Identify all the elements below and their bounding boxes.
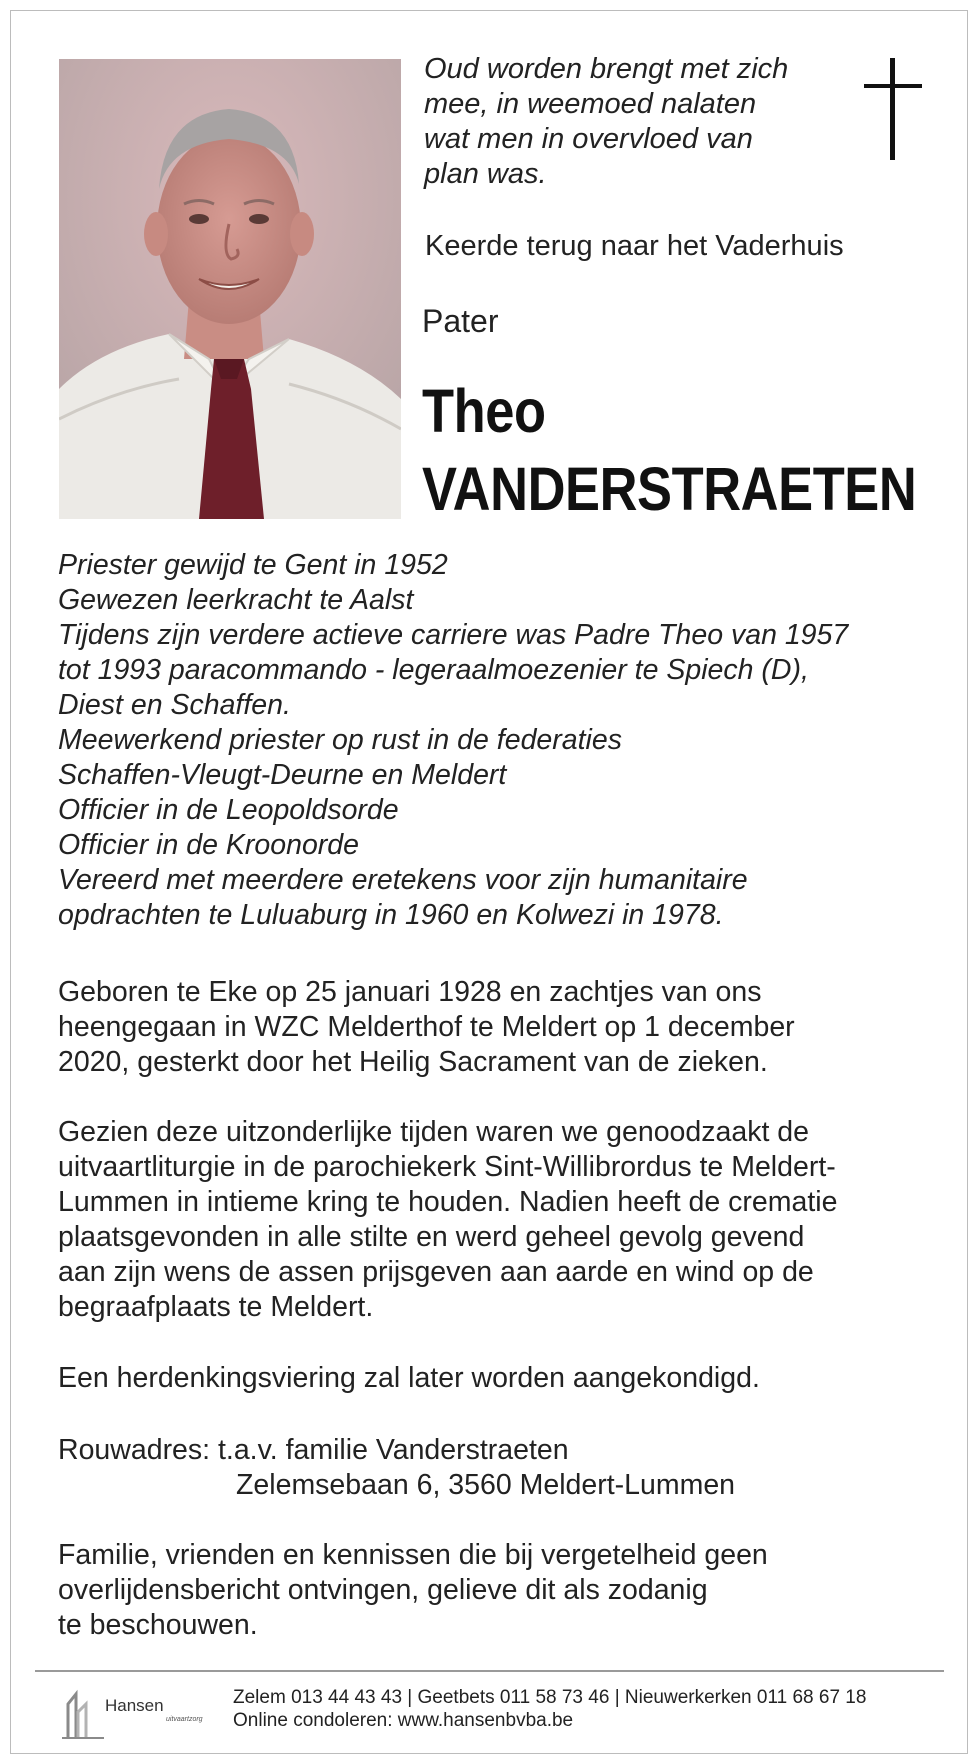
funeral-line: Lummen in intieme kring te houden. Nadien heeft de crematie	[58, 1186, 838, 1218]
career-line: Officier in de Leopoldsorde	[58, 794, 399, 826]
hansen-logo	[60, 1682, 203, 1740]
career-line: Tijdens zijn verdere actieve carriere was Padre Theo van 1957	[58, 619, 849, 651]
title-pater: Pater	[422, 303, 499, 339]
funeral-paragraph	[58, 1115, 938, 1325]
first-name: Theo	[422, 377, 546, 445]
career-line: Schaffen-Vleugt-Deurne en Meldert	[58, 759, 507, 791]
career-line: Officier in de Kroonorde	[58, 829, 359, 861]
poem-line: wat men in overvloed van	[424, 123, 753, 155]
career-line: Priester gewijd te Gent in 1952	[58, 549, 448, 581]
family-paragraph	[58, 1538, 938, 1643]
funeral-line: uitvaartliturgie in de parochiekerk Sint-Willibrordus te Meldert-	[58, 1151, 836, 1183]
logo-name: Hansen	[105, 1696, 164, 1715]
footer-contact	[233, 1686, 866, 1732]
poem-line: Oud worden brengt met zich	[424, 53, 789, 85]
poem-line: mee, in weemoed nalaten	[424, 88, 757, 120]
career-line: Vereerd met meerdere eretekens voor zijn humanitaire	[58, 864, 748, 896]
portrait-illustration	[59, 59, 401, 519]
poem	[424, 52, 844, 192]
poem-line: plan was.	[424, 158, 547, 190]
footer-phones: Zelem 013 44 43 43 | Geetbets 011 58 73 46 | Nieuwerkerken 011 68 67 18	[233, 1687, 867, 1708]
mourning-address	[58, 1433, 938, 1503]
career-section	[58, 548, 938, 933]
funeral-line: plaatsgevonden in alle stilte en werd geheel gevolg gevend	[58, 1221, 805, 1253]
address-line-1: Rouwadres: t.a.v. familie Vanderstraeten	[58, 1434, 569, 1466]
career-line: Diest en Schaffen.	[58, 689, 291, 721]
career-line: opdrachten te Luluaburg in 1960 en Kolwezi in 1978.	[58, 899, 724, 931]
career-line: Meewerkend priester op rust in de federaties	[58, 724, 622, 756]
funeral-line: begraafplaats te Meldert.	[58, 1291, 374, 1323]
cross-icon	[864, 58, 922, 160]
funeral-line: Gezien deze uitzonderlijke tijden waren we genoodzaakt de	[58, 1116, 809, 1148]
born-line: heengegaan in WZC Melderthof te Meldert op 1 december	[58, 1011, 795, 1043]
hansen-logo-icon	[60, 1682, 104, 1740]
born-line: 2020, gesterkt door het Heilig Sacrament van de zieken.	[58, 1046, 768, 1078]
last-name: VANDERSTRAETEN	[422, 455, 917, 523]
born-paragraph	[58, 975, 938, 1080]
born-line: Geboren te Eke op 25 januari 1928 en zachtjes van ons	[58, 976, 762, 1008]
returned-text: Keerde terug naar het Vaderhuis	[425, 230, 844, 262]
memorial-paragraph	[58, 1361, 938, 1396]
footer-divider	[35, 1670, 944, 1672]
memorial-line: Een herdenkingsviering zal later worden aangekondigd.	[58, 1362, 760, 1394]
career-line: Gewezen leerkracht te Aalst	[58, 584, 414, 616]
career-line: tot 1993 paracommando - legeraalmoezenier te Spiech (D),	[58, 654, 809, 686]
family-line: overlijdensbericht ontvingen, gelieve dit als zodanig	[58, 1574, 708, 1606]
family-line: te beschouwen.	[58, 1609, 258, 1641]
portrait-photo	[59, 59, 401, 519]
logo-subtitle: uitvaartzorg	[166, 1716, 203, 1723]
deceased-name	[422, 372, 917, 528]
address-line-2: Zelemsebaan 6, 3560 Meldert-Lummen	[236, 1469, 736, 1501]
family-line: Familie, vrienden en kennissen die bij vergetelheid geen	[58, 1539, 768, 1571]
funeral-line: aan zijn wens de assen prijsgeven aan aarde en wind op de	[58, 1256, 814, 1288]
footer-online-link[interactable]: Online condoleren: www.hansenbvba.be	[233, 1710, 574, 1731]
